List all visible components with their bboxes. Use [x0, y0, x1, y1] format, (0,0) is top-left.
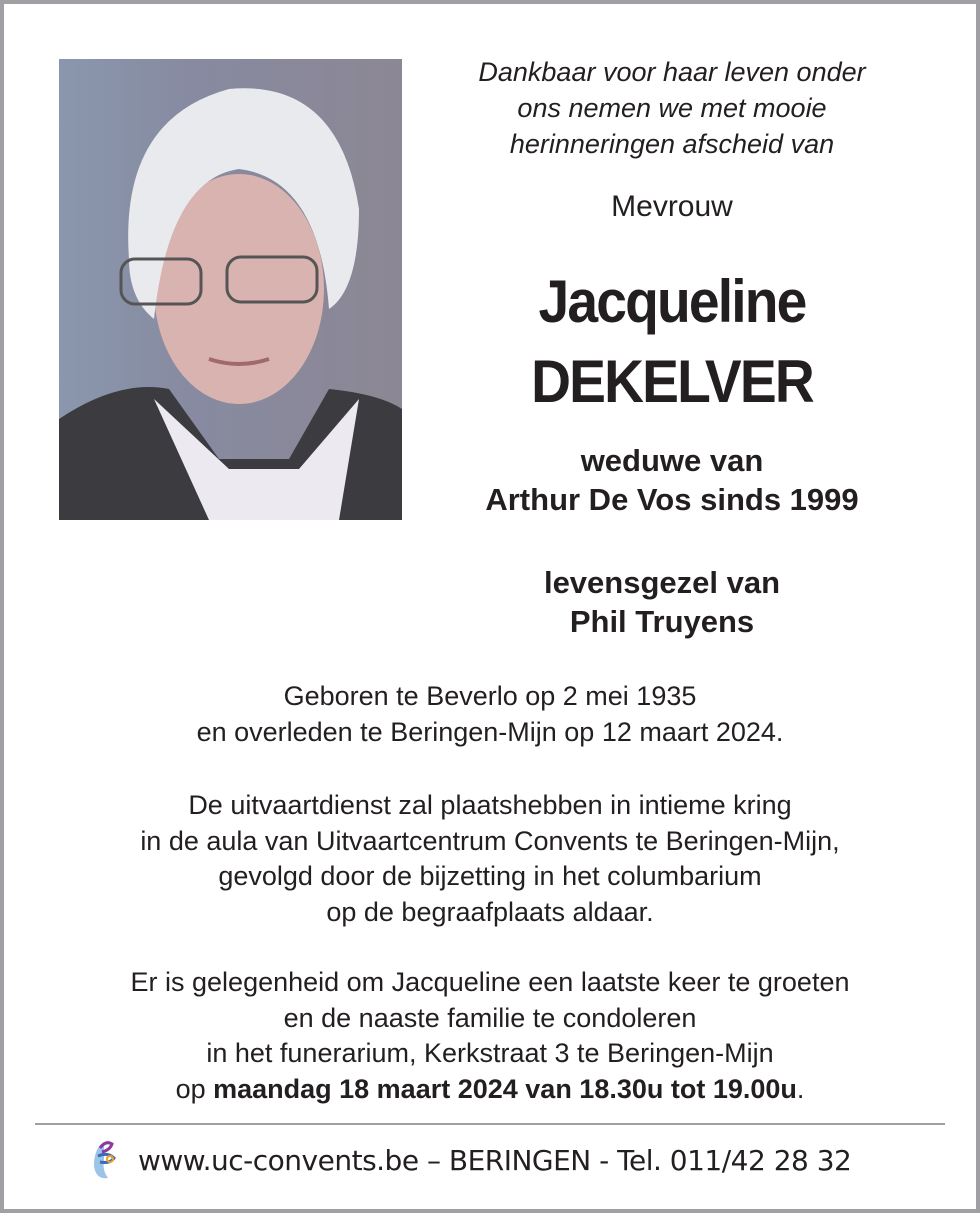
title: Mevrouw — [611, 190, 733, 223]
body-line: De uitvaartdienst zal plaatshebben in intieme kring — [188, 790, 792, 820]
body-line: in de aula van Uitvaartcentrum Convents te Beringen-Mijn, — [140, 825, 840, 856]
last-name: DEKELVER — [531, 348, 813, 415]
divider — [35, 1123, 945, 1125]
first-name: Jacqueline — [538, 268, 806, 335]
visit-date: maandag 18 maart 2024 van 18.30u tot 19.00u — [213, 1073, 797, 1104]
footer-contact: www.uc-convents.be – BERINGEN - Tel. 011/42 28 32 — [138, 1143, 852, 1177]
intro-line: ons nemen we met mooie — [517, 93, 827, 123]
body-line: Er is gelegenheid om Jacqueline een laatste keer te groeten — [130, 967, 850, 997]
funeral-service — [0, 788, 980, 930]
intro-line: Dankbaar voor haar leven onder — [478, 57, 866, 87]
widow-of — [432, 441, 912, 519]
intro-text — [432, 54, 912, 162]
body-line: in het funerarium, Kerkstraat 3 te Beringen-Mijn — [206, 1038, 774, 1068]
body-line: gevolgd door de bijzetting in het columbarium — [218, 861, 762, 891]
visit-date-line — [0, 1072, 980, 1108]
partner-line: Phil Truyens — [569, 604, 755, 639]
deceased-name — [451, 262, 893, 422]
birth-death — [0, 679, 980, 750]
footer — [90, 1138, 851, 1182]
portrait-photo — [59, 59, 402, 520]
visitation — [0, 965, 980, 1107]
partner-line: levensgezel van — [543, 565, 781, 600]
body-line: en de naaste familie te condoleren — [283, 1002, 697, 1033]
partner-of — [422, 563, 902, 641]
body-line: Geboren te Beverlo op 2 mei 1935 — [283, 681, 697, 711]
widow-line: Arthur De Vos sinds 1999 — [485, 482, 859, 517]
widow-line: weduwe van — [580, 443, 764, 478]
visit-suffix: . — [796, 1073, 805, 1104]
body-line: en overleden te Beringen-Mijn op 12 maart 2024. — [196, 716, 784, 747]
body-line: op de begraafplaats aldaar. — [326, 896, 654, 927]
visit-prefix: op — [175, 1073, 214, 1104]
intro-line: herinneringen afscheid van — [509, 129, 835, 159]
uc-convents-logo-icon — [90, 1138, 120, 1182]
